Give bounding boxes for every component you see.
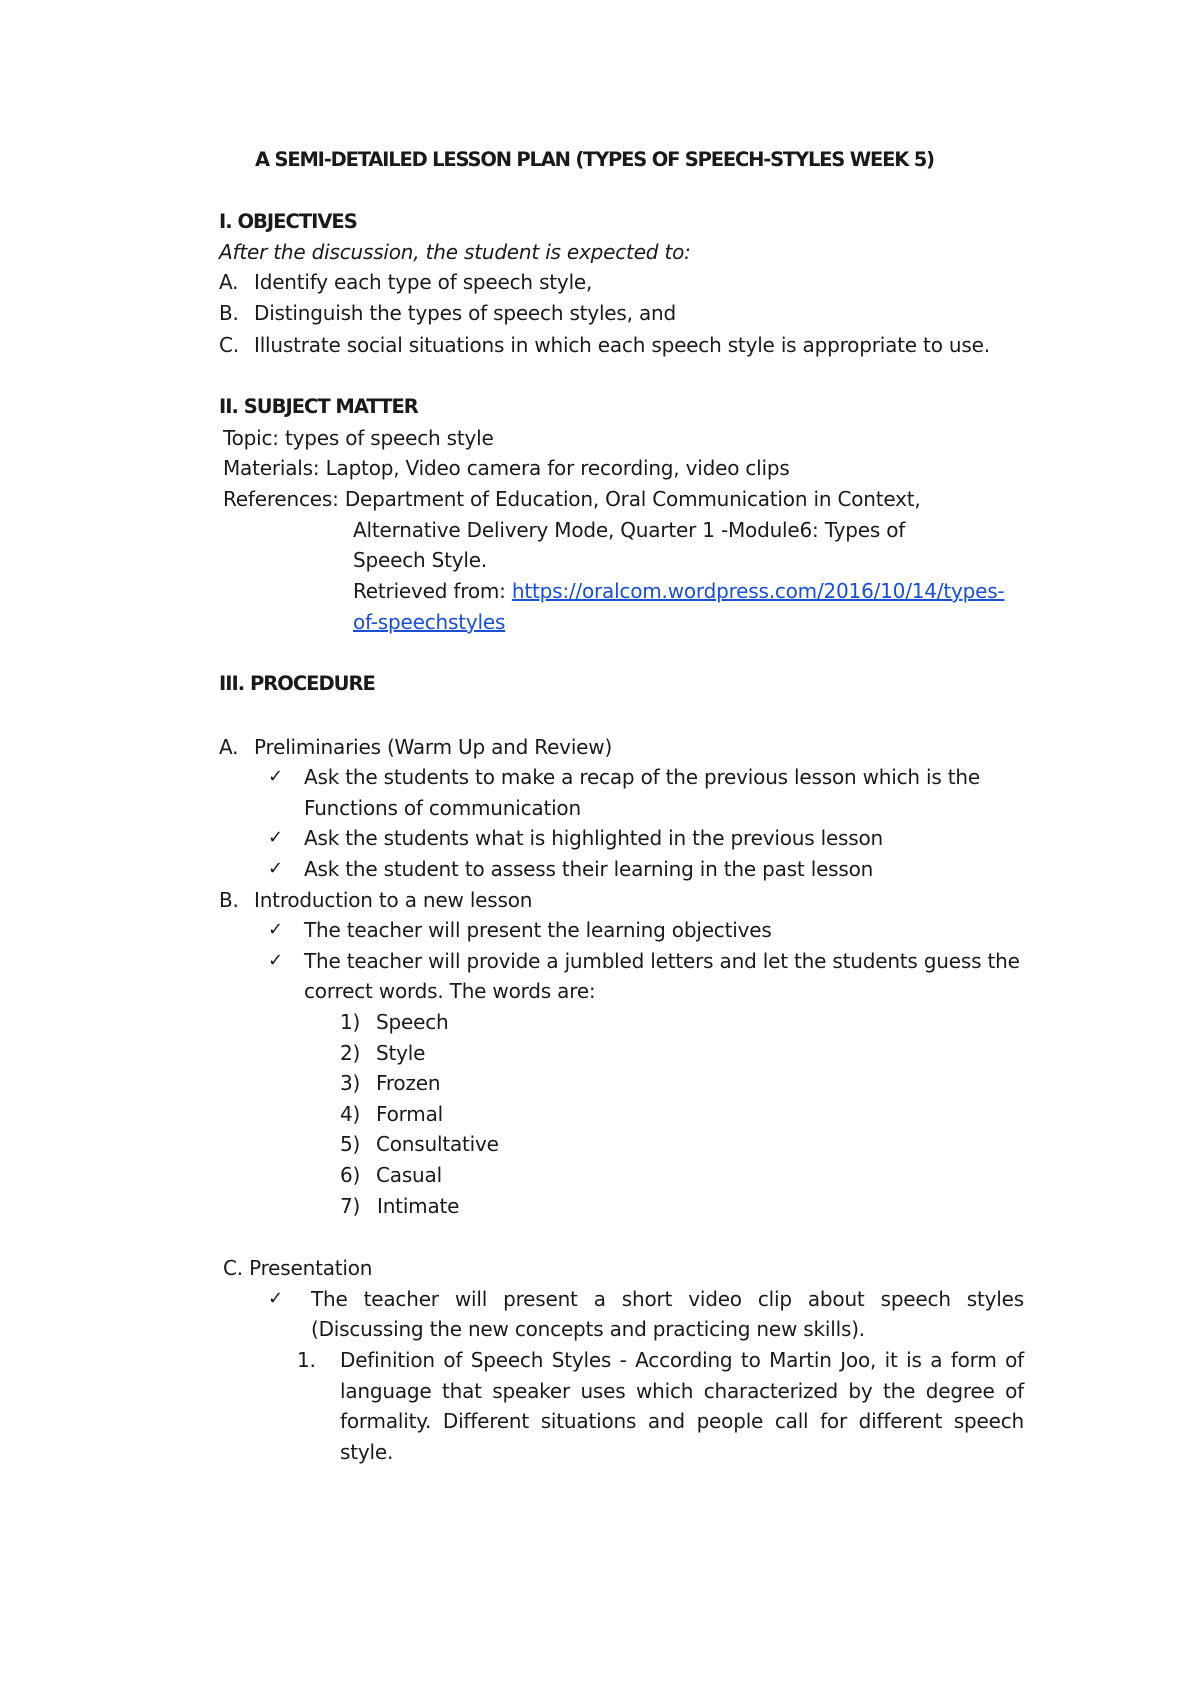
list-marker: 7) — [340, 1194, 361, 1218]
subject-matter-heading: II. SUBJECT MATTER — [219, 395, 418, 418]
retrieved-line — [353, 579, 1004, 603]
presentation-title: C. Presentation — [223, 1256, 373, 1280]
word-item: Frozen — [376, 1071, 441, 1095]
list-marker: 3) — [340, 1071, 361, 1095]
list-marker: B. — [219, 301, 239, 325]
list-marker: A. — [219, 270, 239, 294]
topic-line: Topic: types of speech style — [223, 426, 494, 450]
reference-link[interactable]: https://oralcom.wordpress.com/2016/10/14/types- — [511, 579, 1005, 603]
word-item: Casual — [376, 1163, 442, 1187]
list-marker: 2) — [340, 1041, 361, 1065]
check-mark-icon: ✓ — [268, 919, 283, 940]
definition-text: language that speaker uses which characterized by the degree of — [340, 1379, 1024, 1403]
check-mark-icon: ✓ — [268, 766, 283, 787]
definition-text: Definition of Speech Styles - According to Martin Joo, it is a form of — [340, 1348, 1024, 1372]
retrieved-label: Retrieved from: — [353, 579, 512, 603]
references-line: Speech Style. — [353, 548, 488, 572]
list-item: Ask the students to make a recap of the previous lesson which is the — [304, 765, 980, 789]
reference-link-continued[interactable]: of-speechstyles — [353, 610, 506, 634]
list-item: The teacher will present a short video clip about speech styles — [311, 1287, 1024, 1311]
preliminaries-title: Preliminaries (Warm Up and Review) — [254, 735, 613, 759]
list-item-continued: Functions of communication — [304, 796, 581, 820]
procedure-heading: III. PROCEDURE — [219, 672, 375, 695]
list-marker: 1. — [297, 1348, 316, 1372]
check-mark-icon: ✓ — [268, 827, 283, 848]
list-marker: A. — [219, 735, 239, 759]
definition-text: style. — [340, 1440, 394, 1464]
word-item: Intimate — [377, 1194, 460, 1218]
list-item: Distinguish the types of speech styles, and — [254, 301, 676, 325]
list-item: Ask the student to assess their learning in the past lesson — [304, 857, 874, 881]
list-item: The teacher will present the learning objectives — [304, 918, 772, 942]
objectives-heading: I. OBJECTIVES — [219, 210, 357, 233]
list-item: The teacher will provide a jumbled letters and let the students guess the — [304, 949, 1020, 973]
objectives-intro: After the discussion, the student is expected to: — [219, 240, 691, 264]
list-item: Illustrate social situations in which each speech style is appropriate to use. — [254, 333, 990, 357]
list-marker: 1) — [340, 1010, 361, 1034]
list-marker: 5) — [340, 1132, 361, 1156]
list-item: Identify each type of speech style, — [254, 270, 593, 294]
check-mark-icon: ✓ — [268, 858, 283, 879]
list-item: Ask the students what is highlighted in the previous lesson — [304, 826, 884, 850]
introduction-title: Introduction to a new lesson — [254, 888, 533, 912]
references-line: Alternative Delivery Mode, Quarter 1 -Module6: Types of — [353, 518, 906, 542]
document-title: A SEMI-DETAILED LESSON PLAN (TYPES OF SPEECH-STYLES WEEK 5) — [255, 148, 934, 171]
list-marker: 6) — [340, 1163, 361, 1187]
check-mark-icon: ✓ — [268, 1288, 283, 1309]
list-marker: 4) — [340, 1102, 361, 1126]
word-item: Consultative — [376, 1132, 499, 1156]
materials-line: Materials: Laptop, Video camera for recording, video clips — [223, 456, 790, 480]
check-mark-icon: ✓ — [268, 950, 283, 971]
word-item: Formal — [376, 1102, 443, 1126]
list-item-continued: (Discussing the new concepts and practicing new skills). — [311, 1317, 865, 1341]
list-item-continued: correct words. The words are: — [304, 979, 596, 1003]
references-line: References: Department of Education, Oral Communication in Context, — [223, 487, 921, 511]
list-marker: C. — [219, 333, 239, 357]
word-item: Speech — [376, 1010, 449, 1034]
definition-text: formality. Different situations and people call for different speech — [340, 1409, 1024, 1433]
word-item: Style — [376, 1041, 426, 1065]
list-marker: B. — [219, 888, 239, 912]
